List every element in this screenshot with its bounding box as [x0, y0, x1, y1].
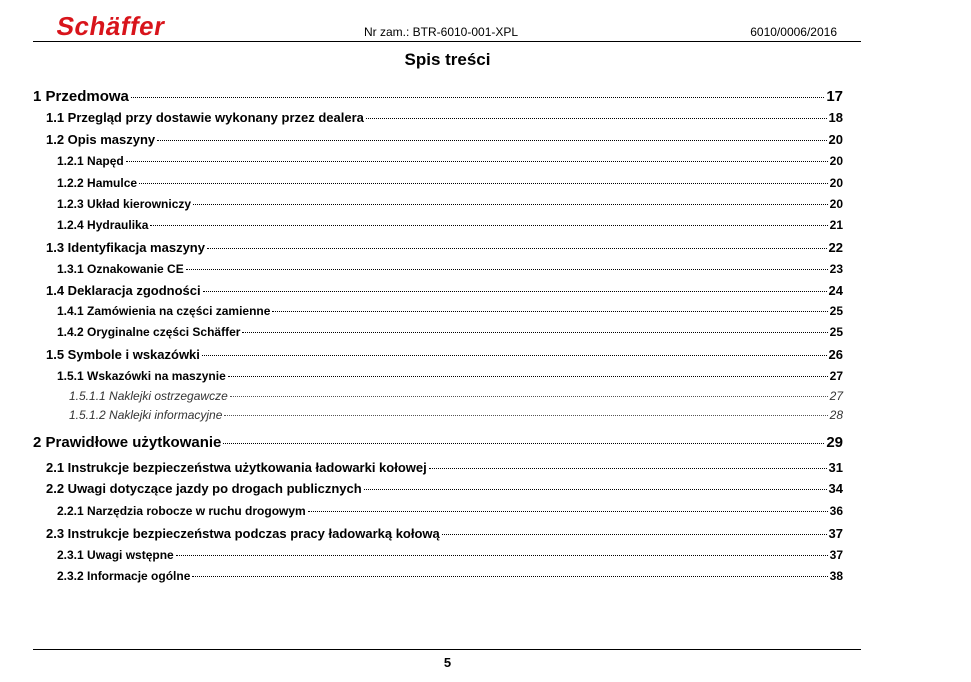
toc-dot-leader	[202, 355, 827, 356]
toc-dot-leader	[150, 225, 827, 226]
toc-entry-page: 23	[829, 262, 843, 276]
page-header	[33, 12, 861, 42]
toc-entry[interactable]	[57, 218, 843, 232]
toc-entry-title: 1.4.1 Zamówienia na części zamienne	[57, 304, 271, 318]
toc-entry-title: 2.2.1 Narzędzia robocze w ruchu drogowym	[57, 504, 306, 518]
toc-entry-title: 1 Przedmowa	[33, 88, 129, 105]
toc-entry[interactable]	[46, 460, 843, 475]
toc-entry-title: 2.3 Instrukcje bezpieczeństwa podczas pracy ładowarką kołową	[46, 526, 440, 541]
toc-entry[interactable]	[57, 197, 843, 211]
toc-entry[interactable]	[57, 369, 843, 383]
toc-entry-page: 20	[828, 132, 843, 147]
toc-entry-page: 38	[829, 569, 843, 583]
toc-entry-page: 25	[829, 304, 843, 318]
toc-entry[interactable]	[46, 526, 843, 541]
toc-entry-page: 37	[828, 526, 843, 541]
toc-dot-leader	[126, 161, 828, 162]
page-number: 5	[443, 655, 452, 670]
toc-entry[interactable]	[46, 240, 843, 255]
toc-entry-title: 1.5.1.1 Naklejki ostrzegawcze	[69, 389, 228, 403]
toc-entry[interactable]	[46, 481, 843, 496]
toc-entry[interactable]	[57, 176, 843, 190]
toc-dot-leader	[203, 291, 827, 292]
header-divider	[33, 41, 861, 42]
toc-entry-page: 34	[828, 481, 843, 496]
toc-entry[interactable]	[57, 569, 843, 583]
toc-entry-title: 1.2.2 Hamulce	[57, 176, 138, 190]
order-number: Nr zam.: BTR-6010-001-XPL	[364, 25, 519, 39]
toc-entry[interactable]	[57, 548, 843, 562]
toc-dot-leader	[193, 204, 828, 205]
toc-dot-leader	[192, 576, 827, 577]
toc-entry-title: 1.2.4 Hydraulika	[57, 218, 149, 232]
toc-dot-leader	[308, 511, 828, 512]
toc-entry-title: 1.4 Deklaracja zgodności	[46, 283, 201, 298]
toc-entry[interactable]	[46, 283, 843, 298]
toc-entry-title: 1.3 Identyfikacja maszyny	[46, 240, 205, 255]
toc-dot-leader	[272, 311, 827, 312]
toc-dot-leader	[139, 183, 828, 184]
toc-entry-page: 27	[829, 389, 843, 403]
schaffer-logo: Schäffer	[54, 11, 168, 41]
toc-entry-page: 20	[829, 176, 843, 190]
toc-entry[interactable]	[33, 88, 843, 105]
toc-dot-leader	[131, 97, 824, 98]
toc-entry-page: 27	[829, 369, 843, 383]
toc-dot-leader	[186, 269, 828, 270]
toc-entry-title: 2.3.1 Uwagi wstępne	[57, 548, 174, 562]
toc-entry-title: 2.2 Uwagi dotyczące jazdy po drogach publicznych	[46, 481, 362, 496]
toc-dot-leader	[176, 555, 828, 556]
toc-entry-page: 28	[829, 408, 843, 422]
toc-dot-leader	[157, 140, 826, 141]
toc-entry-page: 29	[826, 434, 843, 451]
toc-dot-leader	[228, 376, 828, 377]
toc-entry-page: 36	[829, 504, 843, 518]
toc-entry-page: 17	[826, 88, 843, 105]
toc-dot-leader	[429, 468, 827, 469]
toc-entry[interactable]	[69, 408, 843, 422]
toc-entry-page: 25	[829, 325, 843, 339]
toc-entry[interactable]	[33, 434, 843, 451]
toc-dot-leader	[207, 248, 827, 249]
toc-entry-title: 1.4.2 Oryginalne części Schäffer	[57, 325, 241, 339]
toc-entry-title: 2 Prawidłowe użytkowanie	[33, 434, 222, 451]
toc-entry-title: 1.5 Symbole i wskazówki	[46, 347, 200, 362]
toc-entry[interactable]	[46, 110, 843, 125]
toc-dot-leader	[230, 396, 828, 397]
toc-entry-page: 18	[828, 110, 843, 125]
toc-dot-leader	[442, 534, 827, 535]
toc-dot-leader	[364, 489, 827, 490]
toc-entry-title: 2.1 Instrukcje bezpieczeństwa użytkowania ładowarki kołowej	[46, 460, 427, 475]
toc-entry[interactable]	[57, 325, 843, 339]
toc-entry-page: 31	[828, 460, 843, 475]
toc-entry-title: 1.2.3 Układ kierowniczy	[57, 197, 192, 211]
toc-dot-leader	[223, 443, 824, 444]
toc-entry[interactable]	[57, 262, 843, 276]
document-number: 6010/0006/2016	[750, 25, 837, 39]
toc-entry-page: 20	[829, 154, 843, 168]
toc-entry[interactable]	[46, 132, 843, 147]
toc-entry-page: 26	[828, 347, 843, 362]
toc-dot-leader	[224, 415, 827, 416]
toc-entry-title: 1.2 Opis maszyny	[46, 132, 156, 147]
toc-entry-title: 1.5.1.2 Naklejki informacyjne	[69, 408, 223, 422]
page-title: Spis treści	[404, 50, 491, 69]
toc-entry[interactable]	[46, 347, 843, 362]
toc-entry[interactable]	[57, 154, 843, 168]
toc-entry-title: 1.5.1 Wskazówki na maszynie	[57, 369, 226, 383]
toc-entry[interactable]	[57, 304, 843, 318]
toc-entry-page: 20	[829, 197, 843, 211]
toc-entry-title: 1.2.1 Napęd	[57, 154, 124, 168]
toc-entry-title: 1.3.1 Oznakowanie CE	[57, 262, 184, 276]
toc-dot-leader	[366, 118, 827, 119]
toc-entry-title: 2.3.2 Informacje ogólne	[57, 569, 191, 583]
toc-entry-page: 37	[829, 548, 843, 562]
toc-entry[interactable]	[57, 504, 843, 518]
toc-entry-title: 1.1 Przegląd przy dostawie wykonany przez dealera	[46, 110, 364, 125]
toc-entry-page: 21	[829, 218, 843, 232]
toc-dot-leader	[242, 332, 827, 333]
toc-entry-page: 24	[828, 283, 843, 298]
toc-entry-page: 22	[828, 240, 843, 255]
footer-divider	[33, 649, 861, 650]
toc-entry[interactable]	[69, 389, 843, 403]
